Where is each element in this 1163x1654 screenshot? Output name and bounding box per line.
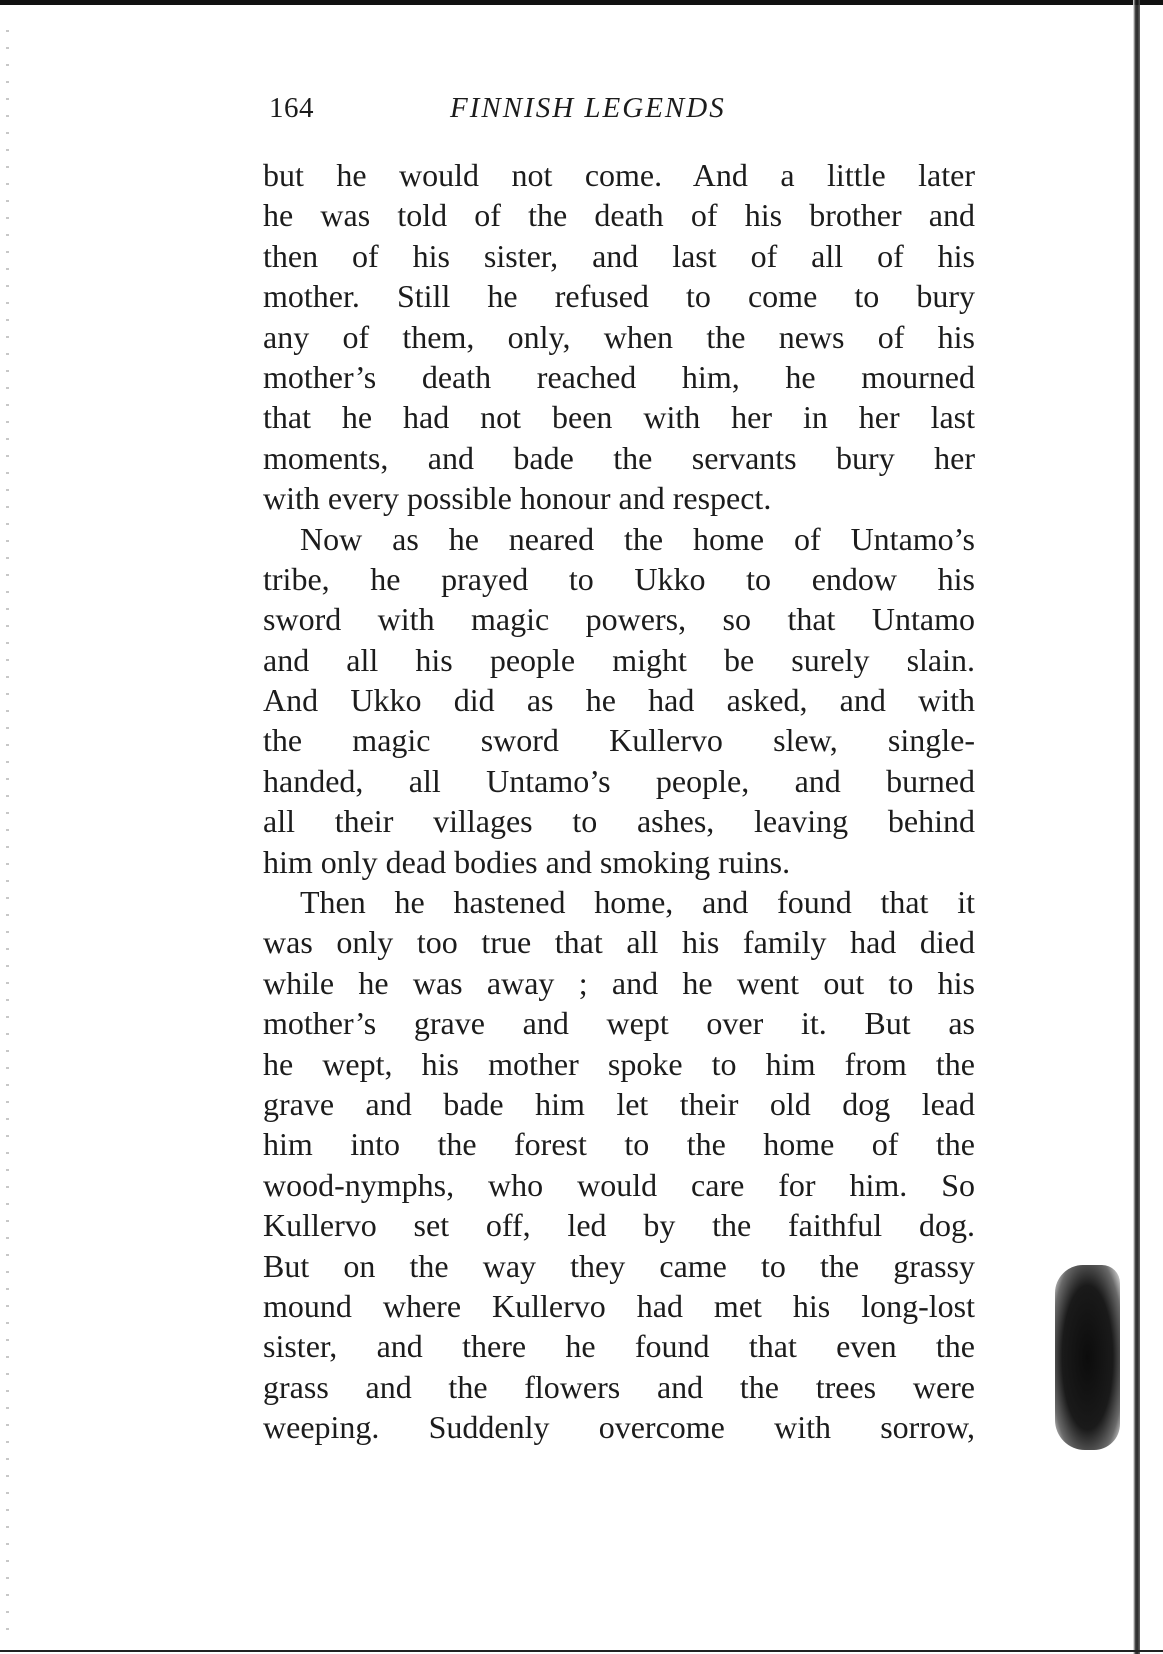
text-line: he wept, his mother spoke to him from the: [263, 1045, 975, 1082]
book-spine-edge: [1133, 0, 1140, 1654]
text-line: And Ukko did as he had asked, and with: [263, 682, 975, 719]
text-line: sister, and there he found that even the: [263, 1328, 975, 1365]
running-head: [269, 92, 969, 132]
text-line: But on the way they came to the grassy: [263, 1247, 975, 1284]
spine-shadow-mark: [1055, 1265, 1120, 1450]
text-line: mother’s death reached him, he mourned: [263, 358, 975, 395]
body-text: [263, 155, 975, 1448]
text-line: but he would not come. And a little later: [263, 157, 975, 193]
left-margin-speckle: [6, 30, 9, 1630]
text-line: sword with magic powers, so that Untamo: [263, 601, 975, 638]
text-line: moments, and bade the servants bury her: [263, 439, 975, 476]
text-line: mother’s grave and wept over it. But as: [263, 1005, 975, 1042]
text-line: the magic sword Kullervo slew, single-: [263, 722, 975, 759]
text-line: grave and bade him let their old dog lead: [263, 1085, 975, 1122]
text-line: mound where Kullervo had met his long-lost: [263, 1287, 975, 1324]
text-line: handed, all Untamo’s people, and burned: [263, 762, 975, 799]
text-line: then of his sister, and last of all of his: [263, 237, 975, 274]
text-line: with every possible honour and respect.: [263, 480, 772, 517]
text-line: that he had not been with her in her last: [263, 399, 975, 436]
text-line: while he was away ; and he went out to his: [263, 964, 975, 1001]
text-line: him only dead bodies and smoking ruins.: [263, 843, 791, 880]
text-line: was only too true that all his family had died: [263, 924, 975, 961]
page-number: 164: [269, 92, 314, 124]
text-line: Now as he neared the home of Untamo’s: [300, 520, 975, 557]
running-title: FINNISH LEGENDS: [450, 92, 726, 124]
text-line: wood-nymphs, who would care for him. So: [263, 1166, 975, 1203]
bottom-scan-edge: [0, 1650, 1163, 1652]
text-line: mother. Still he refused to come to bury: [263, 278, 975, 315]
text-line: and all his people might be surely slain.: [263, 641, 975, 678]
text-line: weeping. Suddenly overcome with sorrow,: [263, 1409, 975, 1446]
top-scan-edge: [0, 0, 1163, 5]
text-line: Then he hastened home, and found that it: [300, 884, 975, 921]
text-line: he was told of the death of his brother and: [263, 197, 975, 234]
text-line: any of them, only, when the news of his: [263, 318, 975, 355]
text-line: him into the forest to the home of the: [263, 1126, 975, 1163]
text-line: tribe, he prayed to Ukko to endow his: [263, 560, 975, 597]
text-line: all their villages to ashes, leaving behind: [263, 803, 975, 840]
text-line: Kullervo set off, led by the faithful dog.: [263, 1207, 975, 1244]
text-line: grass and the flowers and the trees were: [263, 1368, 975, 1405]
